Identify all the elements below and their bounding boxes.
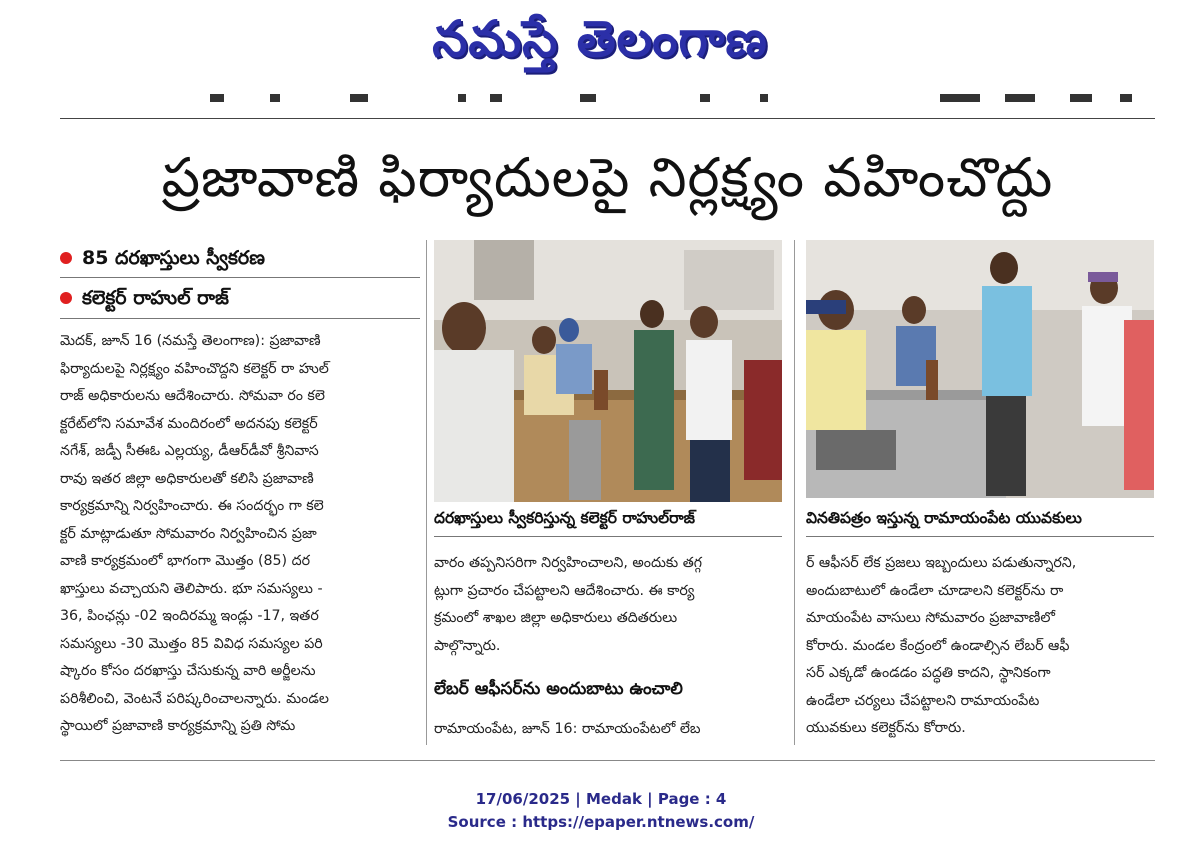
- headline: ప్రజావాణి ఫిర్యాదులపై నిర్లక్ష్యం వహించొద్దు: [161, 146, 1054, 209]
- text-line: రావు ఇతర జిల్లా అధికారులతో కలిసి ప్రజావాణి: [60, 470, 314, 487]
- text-line: యువకులు కలెక్టర్‌ను కోరారు.: [806, 720, 966, 736]
- article-column-3: [806, 550, 1154, 743]
- text-line: ర్ ఆఫీసర్ లేక ప్రజలు ఇబ్బందులు పడుతున్నారని,: [806, 555, 1077, 571]
- text-line: వాణి కార్యక్రమంలో భాగంగా మొత్తం (85) దర: [60, 553, 311, 569]
- edition-info: 17/06/2025 | Medak | Page : 4: [475, 790, 727, 808]
- text-line: పరిశీలించి, వెంటనే పరిష్కరించాలన్నారు. మండల: [60, 690, 329, 707]
- text-line: సమస్యలు -30 మొత్తం 85 వివిధ సమస్యల పరి: [60, 635, 323, 652]
- text-line: అందుబాటులో ఉండేలా చూడాలని కలెక్టర్‌ను రా: [806, 582, 1064, 599]
- text-line: రాజ్ అధికారులను ఆదేశించారు. సోమవా రం కలె: [60, 388, 325, 404]
- text-line: సర్ ఎక్కడో ఉండడం పద్ధతి కాదని, స్థానికంగా: [806, 665, 1051, 681]
- column-divider: [794, 240, 795, 745]
- bullet-item: 85 దరఖాస్తులు స్వీకరణ: [60, 243, 420, 273]
- photo-collector-receiving-petitions: [434, 240, 782, 502]
- article-column-1: [60, 328, 420, 748]
- text-line: పాల్గొన్నారు.: [434, 637, 501, 654]
- column-divider: [426, 240, 427, 745]
- page-footer: [0, 788, 1202, 834]
- highlight-bullets: [60, 243, 420, 323]
- text-line: ఖాస్తులు వచ్చాయని తెలిపారు. భూ సమస్యలు -: [60, 580, 323, 597]
- caption-divider: [434, 536, 782, 537]
- text-line: ష్కారం కోసం దరఖాస్తు చేసుకున్న వారి అర్జీలను: [60, 663, 316, 679]
- text-line: ఉండేలా చర్యలు చేపట్టాలని రామాయంపేట: [806, 692, 1040, 709]
- top-rule: [60, 118, 1155, 119]
- text-line: మాయంపేట వాసులు సోమవారం ప్రజావాణిలో: [806, 610, 1055, 626]
- text-line: ట్లుగా ప్రచారం చేపట్టాలని ఆదేశించారు. ఈ కార్య: [434, 582, 695, 599]
- text-line: స్థాయిలో ప్రజావాణి కార్యక్రమాన్ని ప్రతి సోమ: [60, 718, 296, 734]
- text-line: వారం తప్పనిసరిగా నిర్వహించాలని, అందుకు తగ్గ: [434, 555, 703, 571]
- cropped-previous-story-strip: [60, 92, 1155, 104]
- text-line: కార్యక్రమాన్ని నిర్వహించారు. ఈ సందర్భం గా కలె: [60, 498, 324, 514]
- masthead: [0, 0, 1202, 95]
- bullet-divider: [60, 277, 420, 278]
- photo-caption: వినతిపత్రం ఇస్తున్న రామాయంపేట యువకులు: [806, 509, 1082, 527]
- text-line: కోరారు. మండల కేంద్రంలో ఉండాల్సిన లేబర్ ఆఫీ: [806, 637, 1070, 654]
- photo-youth-submitting-petition: [806, 240, 1154, 498]
- photo-caption: దరఖాస్తులు స్వీకరిస్తున్న కలెక్టర్ రాహుల్‌రాజ్: [434, 509, 695, 527]
- text-line: క్రమంలో శాఖల జిల్లా అధికారులు తదితరులు: [434, 610, 678, 626]
- source-link[interactable]: Source : https://epaper.ntnews.com/: [447, 813, 755, 831]
- text-line: క్టరేట్‌లోని సమావేశ మందిరంలో అదనపు కలెక్టర్: [60, 415, 318, 432]
- text-line: రామాయంపేట, జూన్ 16: రామాయంపేటలో లేబ: [434, 721, 701, 737]
- bottom-rule: [60, 760, 1155, 761]
- article-column-2: [434, 550, 782, 660]
- text-line: ఫిర్యాదులపై నిర్లక్ష్యం వహించొద్దని కలెక్టర్ రా హుల్: [60, 360, 329, 377]
- text-line: నగేశ్, జడ్పీ సీఈఓ ఎల్లయ్య, డీఆర్‌డీవో శ్రీనివాస: [60, 443, 319, 459]
- newspaper-title: నమస్తే తెలంగాణ: [432, 10, 768, 68]
- sub-headline: లేబర్ ఆఫీసర్‌ను అందుబాటు ఉంచాలి: [434, 679, 683, 699]
- text-line: క్టర్ మాట్లాడుతూ సోమవారం నిర్వహించిన ప్రజా: [60, 525, 317, 542]
- sub-article-text: [434, 716, 782, 744]
- text-line: మెదక్, జూన్ 16 (నమస్తే తెలంగాణ): ప్రజావాణి: [60, 333, 321, 349]
- text-line: 36, పింఛన్లు -02 ఇందిరమ్మ ఇండ్లు -17, ఇతర: [60, 608, 319, 624]
- bullet-divider: [60, 318, 420, 319]
- caption-divider: [806, 536, 1154, 537]
- bullet-item: కలెక్టర్ రాహుల్ రాజ్: [60, 283, 420, 313]
